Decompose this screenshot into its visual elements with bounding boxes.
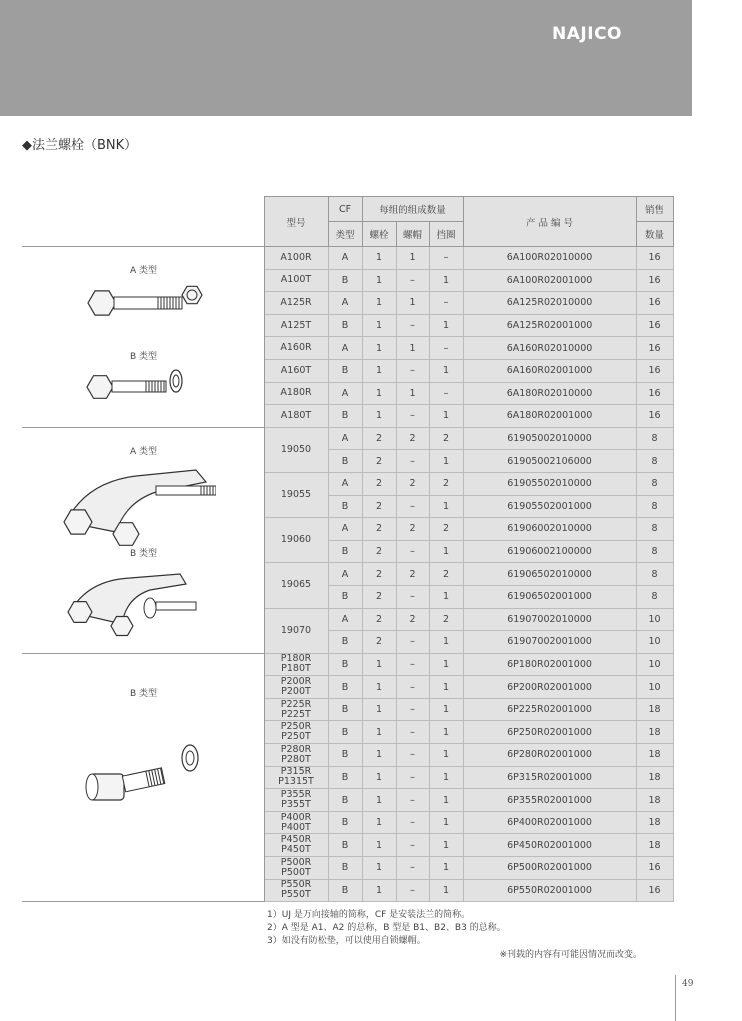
nut-count-cell: – bbox=[396, 314, 429, 337]
nut-count-cell: – bbox=[396, 450, 429, 473]
sales-qty-cell: 16 bbox=[636, 382, 673, 405]
washer-count-cell: 1 bbox=[429, 540, 463, 563]
model-cell: 19055 bbox=[264, 472, 328, 517]
washer-count-cell: 1 bbox=[429, 585, 463, 608]
cf-type-cell: B bbox=[328, 359, 362, 382]
model-cell: A125R bbox=[264, 292, 328, 315]
sales-qty-cell: 16 bbox=[636, 247, 673, 270]
bolt-count-cell: 2 bbox=[362, 540, 396, 563]
model-line-2: P200T bbox=[281, 686, 311, 698]
product-code-cell: 6P450R02001000 bbox=[463, 834, 636, 857]
nut-count-cell: – bbox=[396, 789, 429, 812]
washer-count-cell: 1 bbox=[429, 879, 463, 902]
sales-qty-cell: 18 bbox=[636, 721, 673, 744]
washer-count-cell: – bbox=[429, 292, 463, 315]
nut-count-cell: – bbox=[396, 676, 429, 699]
sales-qty-cell: 16 bbox=[636, 314, 673, 337]
product-code-cell: 6A160R02010000 bbox=[463, 337, 636, 360]
bolt-count-cell: 1 bbox=[362, 789, 396, 812]
cf-type-cell: A bbox=[328, 337, 362, 360]
nut-count-cell: 1 bbox=[396, 292, 429, 315]
model-line-2: P1315T bbox=[278, 776, 314, 788]
sales-qty-cell: 8 bbox=[636, 563, 673, 586]
header-bolt: 螺栓 bbox=[362, 222, 396, 247]
sales-qty-cell: 18 bbox=[636, 744, 673, 767]
bolt-count-cell: 1 bbox=[362, 269, 396, 292]
washer-count-cell: 1 bbox=[429, 405, 463, 428]
cf-type-cell: B bbox=[328, 495, 362, 518]
disclaimer: ※刊载的内容有可能因情况而改变。 bbox=[499, 950, 642, 960]
sales-qty-cell: 8 bbox=[636, 540, 673, 563]
model-cell bbox=[264, 879, 328, 902]
bolt-count-cell: 1 bbox=[362, 247, 396, 270]
nut-count-cell: – bbox=[396, 269, 429, 292]
product-code-cell: 6A180R02001000 bbox=[463, 405, 636, 428]
nut-count-cell: 1 bbox=[396, 247, 429, 270]
nut-count-cell: 2 bbox=[396, 563, 429, 586]
model-line-1: P355R bbox=[280, 789, 312, 801]
nut-count-cell: – bbox=[396, 405, 429, 428]
sales-qty-cell: 16 bbox=[636, 857, 673, 880]
product-code-cell: 61905002106000 bbox=[463, 450, 636, 473]
cf-type-cell: A bbox=[328, 472, 362, 495]
hex-bolt-with-washer-illustration bbox=[84, 365, 194, 405]
nut-count-cell: 1 bbox=[396, 382, 429, 405]
washer-count-cell: – bbox=[429, 337, 463, 360]
cf-type-cell: B bbox=[328, 405, 362, 428]
bolt-count-cell: 1 bbox=[362, 698, 396, 721]
header-product-no: 产 品 编 号 bbox=[463, 197, 636, 247]
model-cell bbox=[264, 834, 328, 857]
sales-qty-cell: 16 bbox=[636, 337, 673, 360]
type-a-label: A 类型 bbox=[130, 266, 158, 276]
model-line-1: P550R bbox=[280, 879, 312, 891]
product-code-cell: 6A125R02001000 bbox=[463, 314, 636, 337]
footnote-2: 2）A 型是 A1、A2 的总称，B 型是 B1、B2、B3 的总称。 bbox=[267, 923, 506, 933]
sales-qty-cell: 8 bbox=[636, 472, 673, 495]
model-line-1: P225R bbox=[280, 698, 312, 710]
model-cell: 19060 bbox=[264, 518, 328, 563]
nut-count-cell: – bbox=[396, 631, 429, 654]
washer-count-cell: 1 bbox=[429, 744, 463, 767]
nut-count-cell: 2 bbox=[396, 608, 429, 631]
nut-count-cell: – bbox=[396, 585, 429, 608]
cf-type-cell: B bbox=[328, 721, 362, 744]
sales-qty-cell: 16 bbox=[636, 405, 673, 428]
washer-count-cell: 1 bbox=[429, 495, 463, 518]
product-code-cell: 61906002010000 bbox=[463, 518, 636, 541]
product-code-cell: 61906502010000 bbox=[463, 563, 636, 586]
hex-bolt-with-nut-illustration bbox=[84, 277, 204, 327]
model-line-2: P550T bbox=[281, 889, 311, 901]
model-cell bbox=[264, 811, 328, 834]
cf-type-cell: B bbox=[328, 676, 362, 699]
nut-count-cell: – bbox=[396, 540, 429, 563]
nut-count-cell: – bbox=[396, 653, 429, 676]
washer-count-cell: – bbox=[429, 382, 463, 405]
model-cell: 19065 bbox=[264, 563, 328, 608]
brand-logo: NAJICO bbox=[552, 24, 622, 44]
cf-type-cell: A bbox=[328, 247, 362, 270]
group-1-illustration bbox=[22, 247, 264, 428]
u-bolt-flange-clamp-a-illustration bbox=[56, 462, 216, 554]
type-b-label: B 类型 bbox=[130, 548, 158, 559]
washer-count-cell: 2 bbox=[429, 427, 463, 450]
model-cell: A100R bbox=[264, 247, 328, 270]
product-code-cell: 61907002010000 bbox=[463, 608, 636, 631]
sales-qty-cell: 16 bbox=[636, 879, 673, 902]
washer-count-cell: 2 bbox=[429, 608, 463, 631]
sales-qty-cell: 18 bbox=[636, 811, 673, 834]
bolt-count-cell: 1 bbox=[362, 292, 396, 315]
sales-qty-cell: 16 bbox=[636, 359, 673, 382]
bolt-count-cell: 1 bbox=[362, 766, 396, 789]
header-cf: CF bbox=[328, 197, 362, 222]
nut-count-cell: – bbox=[396, 857, 429, 880]
model-cell bbox=[264, 653, 328, 676]
sales-qty-cell: 8 bbox=[636, 518, 673, 541]
cf-type-cell: B bbox=[328, 585, 362, 608]
model-line-1: P180R bbox=[280, 653, 312, 665]
model-cell bbox=[264, 698, 328, 721]
model-cell bbox=[264, 789, 328, 812]
model-cell bbox=[264, 744, 328, 767]
nut-count-cell: – bbox=[396, 834, 429, 857]
sales-qty-cell: 18 bbox=[636, 789, 673, 812]
model-line-2: P280T bbox=[281, 753, 311, 765]
washer-count-cell: 1 bbox=[429, 698, 463, 721]
page-number-box bbox=[675, 975, 742, 1021]
model-line-1: P500R bbox=[280, 856, 312, 868]
washer-count-cell: 1 bbox=[429, 653, 463, 676]
spec-table-body bbox=[22, 247, 673, 902]
cf-type-cell: B bbox=[328, 766, 362, 789]
table-row bbox=[22, 653, 673, 676]
cf-type-cell: B bbox=[328, 540, 362, 563]
header-band bbox=[0, 0, 692, 116]
product-code-cell: 6P355R02001000 bbox=[463, 789, 636, 812]
sales-qty-cell: 16 bbox=[636, 292, 673, 315]
bolt-count-cell: 1 bbox=[362, 879, 396, 902]
cf-type-cell: B bbox=[328, 857, 362, 880]
footnote-1: 1）UJ 是万向接轴的简称，CF 是安装法兰的简称。 bbox=[267, 910, 471, 920]
sales-qty-cell: 8 bbox=[636, 450, 673, 473]
model-line-1: P450R bbox=[280, 834, 312, 846]
cf-type-cell: B bbox=[328, 879, 362, 902]
washer-count-cell: 1 bbox=[429, 789, 463, 812]
bolt-count-cell: 2 bbox=[362, 631, 396, 654]
footnote-3: 3）如没有防松垫，可以使用自锁螺帽。 bbox=[267, 936, 426, 946]
header-sales: 销售 bbox=[636, 197, 673, 222]
bolt-count-cell: 1 bbox=[362, 314, 396, 337]
bolt-count-cell: 1 bbox=[362, 653, 396, 676]
washer-count-cell: 1 bbox=[429, 676, 463, 699]
bolt-count-cell: 2 bbox=[362, 450, 396, 473]
section-title: ◆法兰螺栓（BNK） bbox=[22, 138, 138, 153]
nut-count-cell: – bbox=[396, 879, 429, 902]
cf-type-cell: B bbox=[328, 789, 362, 812]
cf-type-cell: B bbox=[328, 811, 362, 834]
cf-type-cell: B bbox=[328, 698, 362, 721]
cf-type-cell: B bbox=[328, 834, 362, 857]
bolt-count-cell: 2 bbox=[362, 585, 396, 608]
model-cell: 19070 bbox=[264, 608, 328, 653]
washer-count-cell: 1 bbox=[429, 834, 463, 857]
cf-type-cell: A bbox=[328, 382, 362, 405]
socket-head-bolt-with-washer-illustration bbox=[82, 744, 212, 804]
product-code-cell: 6P280R02001000 bbox=[463, 744, 636, 767]
model-line-1: P315R bbox=[280, 766, 312, 778]
washer-count-cell: 1 bbox=[429, 631, 463, 654]
bolt-count-cell: 2 bbox=[362, 518, 396, 541]
sales-qty-cell: 8 bbox=[636, 495, 673, 518]
model-line-2: P250T bbox=[281, 731, 311, 743]
product-code-cell: 6P500R02001000 bbox=[463, 857, 636, 880]
model-cell bbox=[264, 766, 328, 789]
cf-type-cell: B bbox=[328, 269, 362, 292]
product-code-cell: 6A180R02010000 bbox=[463, 382, 636, 405]
washer-count-cell: 1 bbox=[429, 766, 463, 789]
product-code-cell: 6P400R02001000 bbox=[463, 811, 636, 834]
u-bolt-flange-clamp-b-illustration bbox=[60, 568, 200, 638]
blank-corner bbox=[22, 197, 264, 247]
cf-type-cell: A bbox=[328, 608, 362, 631]
product-code-cell: 61905502001000 bbox=[463, 495, 636, 518]
bolt-count-cell: 2 bbox=[362, 563, 396, 586]
header-model: 型号 bbox=[264, 197, 328, 247]
nut-count-cell: – bbox=[396, 698, 429, 721]
bolt-count-cell: 1 bbox=[362, 744, 396, 767]
washer-count-cell: 1 bbox=[429, 857, 463, 880]
type-b-label: B 类型 bbox=[130, 688, 158, 699]
washer-count-cell: 1 bbox=[429, 811, 463, 834]
sales-qty-cell: 10 bbox=[636, 653, 673, 676]
model-line-1: P280R bbox=[280, 743, 312, 755]
cf-type-cell: B bbox=[328, 450, 362, 473]
model-cell: A160T bbox=[264, 359, 328, 382]
header-qty: 数量 bbox=[636, 222, 673, 247]
nut-count-cell: – bbox=[396, 721, 429, 744]
table-row bbox=[22, 427, 673, 450]
spec-table bbox=[22, 196, 674, 902]
product-code-cell: 61907002001000 bbox=[463, 631, 636, 654]
nut-count-cell: – bbox=[396, 359, 429, 382]
product-code-cell: 6A125R02010000 bbox=[463, 292, 636, 315]
model-cell: A100T bbox=[264, 269, 328, 292]
product-code-cell: 61906002100000 bbox=[463, 540, 636, 563]
nut-count-cell: – bbox=[396, 495, 429, 518]
bolt-count-cell: 2 bbox=[362, 427, 396, 450]
spec-table-wrap bbox=[22, 196, 673, 902]
bolt-count-cell: 1 bbox=[362, 676, 396, 699]
bolt-count-cell: 1 bbox=[362, 721, 396, 744]
bolt-count-cell: 1 bbox=[362, 359, 396, 382]
bolt-count-cell: 2 bbox=[362, 495, 396, 518]
washer-count-cell: 1 bbox=[429, 269, 463, 292]
model-cell: A180T bbox=[264, 405, 328, 428]
model-line-2: P450T bbox=[281, 844, 311, 856]
bolt-count-cell: 1 bbox=[362, 857, 396, 880]
model-line-2: P225T bbox=[281, 708, 311, 720]
nut-count-cell: 2 bbox=[396, 427, 429, 450]
model-line-2: P355T bbox=[281, 799, 311, 811]
header-cf-type: 类型 bbox=[328, 222, 362, 247]
model-cell: A160R bbox=[264, 337, 328, 360]
model-cell: 19050 bbox=[264, 427, 328, 472]
product-code-cell: 6P200R02001000 bbox=[463, 676, 636, 699]
washer-count-cell: 1 bbox=[429, 314, 463, 337]
model-cell bbox=[264, 857, 328, 880]
model-cell bbox=[264, 721, 328, 744]
cf-type-cell: B bbox=[328, 631, 362, 654]
product-code-cell: 61905002010000 bbox=[463, 427, 636, 450]
sales-qty-cell: 18 bbox=[636, 834, 673, 857]
sales-qty-cell: 10 bbox=[636, 608, 673, 631]
cf-type-cell: B bbox=[328, 744, 362, 767]
nut-count-cell: 2 bbox=[396, 518, 429, 541]
product-code-cell: 6A100R02010000 bbox=[463, 247, 636, 270]
sales-qty-cell: 8 bbox=[636, 585, 673, 608]
bolt-count-cell: 2 bbox=[362, 608, 396, 631]
header-group: 每组的组成数量 bbox=[362, 197, 463, 222]
sales-qty-cell: 10 bbox=[636, 631, 673, 654]
washer-count-cell: 1 bbox=[429, 359, 463, 382]
bolt-count-cell: 1 bbox=[362, 405, 396, 428]
washer-count-cell: 2 bbox=[429, 518, 463, 541]
table-row bbox=[22, 247, 673, 270]
sales-qty-cell: 8 bbox=[636, 427, 673, 450]
product-code-cell: 6P250R02001000 bbox=[463, 721, 636, 744]
sales-qty-cell: 16 bbox=[636, 269, 673, 292]
washer-count-cell: – bbox=[429, 247, 463, 270]
model-line-2: P400T bbox=[281, 821, 311, 833]
washer-count-cell: 2 bbox=[429, 472, 463, 495]
washer-count-cell: 1 bbox=[429, 721, 463, 744]
bolt-count-cell: 1 bbox=[362, 834, 396, 857]
cf-type-cell: A bbox=[328, 427, 362, 450]
product-code-cell: 61906502001000 bbox=[463, 585, 636, 608]
model-line-2: P500T bbox=[281, 866, 311, 878]
bolt-count-cell: 1 bbox=[362, 811, 396, 834]
product-code-cell: 6P180R02001000 bbox=[463, 653, 636, 676]
sales-qty-cell: 18 bbox=[636, 698, 673, 721]
sales-qty-cell: 18 bbox=[636, 766, 673, 789]
header-nut: 螺帽 bbox=[396, 222, 429, 247]
nut-count-cell: 2 bbox=[396, 472, 429, 495]
model-line-1: P400R bbox=[280, 811, 312, 823]
model-line-1: P200R bbox=[280, 676, 312, 688]
nut-count-cell: – bbox=[396, 811, 429, 834]
product-code-cell: 6A100R02001000 bbox=[463, 269, 636, 292]
nut-count-cell: – bbox=[396, 744, 429, 767]
model-line-1: P250R bbox=[280, 721, 312, 733]
model-cell bbox=[264, 676, 328, 699]
cf-type-cell: B bbox=[328, 314, 362, 337]
product-code-cell: 6P315R02001000 bbox=[463, 766, 636, 789]
cf-type-cell: B bbox=[328, 653, 362, 676]
product-code-cell: 6A160R02001000 bbox=[463, 359, 636, 382]
sales-qty-cell: 10 bbox=[636, 676, 673, 699]
bolt-count-cell: 2 bbox=[362, 472, 396, 495]
nut-count-cell: – bbox=[396, 766, 429, 789]
washer-count-cell: 2 bbox=[429, 563, 463, 586]
product-code-cell: 61905502010000 bbox=[463, 472, 636, 495]
nut-count-cell: 1 bbox=[396, 337, 429, 360]
group-2-illustration bbox=[22, 427, 264, 653]
header-washer: 挡圈 bbox=[429, 222, 463, 247]
model-cell: A125T bbox=[264, 314, 328, 337]
cf-type-cell: A bbox=[328, 292, 362, 315]
bolt-count-cell: 1 bbox=[362, 382, 396, 405]
type-a-label: A 类型 bbox=[130, 446, 158, 457]
group-3-illustration bbox=[22, 653, 264, 902]
cf-type-cell: A bbox=[328, 518, 362, 541]
cf-type-cell: A bbox=[328, 563, 362, 586]
page-number: 49 bbox=[682, 979, 694, 989]
model-line-2: P180T bbox=[281, 663, 311, 675]
model-cell: A180R bbox=[264, 382, 328, 405]
product-code-cell: 6P225R02001000 bbox=[463, 698, 636, 721]
bolt-count-cell: 1 bbox=[362, 337, 396, 360]
product-code-cell: 6P550R02001000 bbox=[463, 879, 636, 902]
type-b-label: B 类型 bbox=[130, 352, 158, 362]
washer-count-cell: 1 bbox=[429, 450, 463, 473]
